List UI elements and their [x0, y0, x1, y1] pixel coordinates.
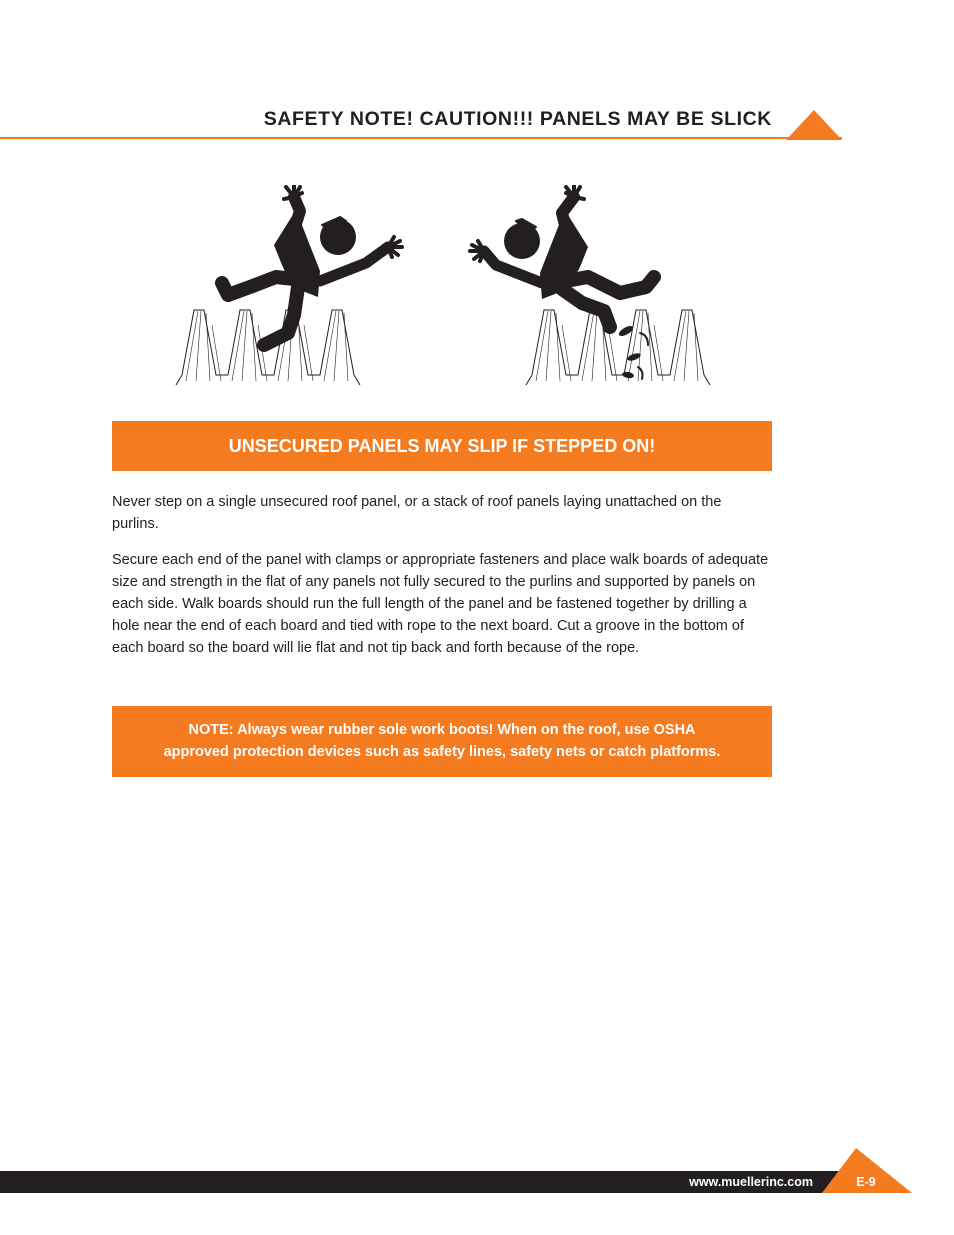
- warning-banner: UNSECURED PANELS MAY SLIP IF STEPPED ON!: [112, 421, 772, 471]
- falling-worker-slip-icon: [470, 185, 710, 385]
- falling-worker-panel-icon: [176, 185, 402, 385]
- paragraph-never-step: Never step on a single unsecured roof panel, or a stack of roof panels laying unattached on the purlins.: [112, 494, 722, 532]
- note-line-1: NOTE: Always wear rubber sole work boots! When on the roof, use OSHA: [188, 722, 696, 738]
- note-banner: [112, 706, 772, 777]
- page-title: SAFETY NOTE! CAUTION!!! PANELS MAY BE SLICK: [263, 108, 772, 130]
- footer-url: www.muellerinc.com: [689, 1175, 813, 1189]
- note-line-2: approved protection devices such as safety lines, safety nets or catch platforms.: [163, 744, 721, 760]
- header-rule: [0, 137, 842, 139]
- slip-hazard-illustration: [170, 185, 730, 390]
- paragraph-secure-panels: Secure each end of the panel with clamps or appropriate fasteners and place walk boards of adequate size and strength in the flat of any panels not fully secured to the purlins and supported by panels on each side. Walk boards should run the full length of the panel and be fastened together by drilling a hole near the end of each board and tied with rope to the next board. Cut a groove in the bottom of each board so the board will lie flat and not tip back and forth because of the rope.: [112, 552, 769, 656]
- header-triangle-icon: [786, 110, 842, 140]
- page-number: E-9: [856, 1175, 876, 1189]
